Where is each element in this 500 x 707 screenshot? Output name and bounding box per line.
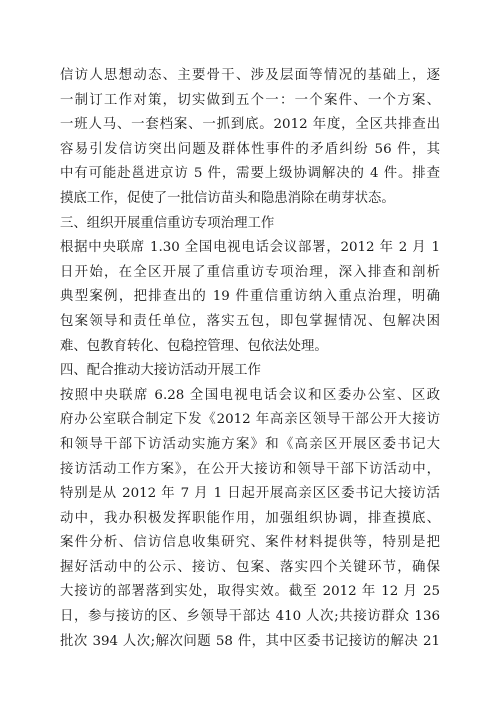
section-heading: 四、配合推动大接访活动开展工作	[60, 363, 261, 379]
text-line: 府办公室联合制定下发《2012 年高亲区领导干部公开大接访	[60, 412, 440, 428]
text-line: 接访活动工作方案》，在公开大接访和领导干部下访活动中，	[60, 461, 440, 477]
text-line: 动中，我办积极发挥职能作用，加强组织协调，排查摸底、	[60, 510, 440, 526]
text-line: 难、包教育转化、包稳控管理、包依法处理。	[60, 338, 328, 354]
document-body	[60, 64, 440, 654]
text-line: 日开始，在全区开展了重信重访专项治理，深入排查和剖析	[60, 264, 440, 280]
text-line: 信访人思想动态、主要骨干、涉及层面等情况的基础上，逐	[60, 68, 440, 83]
text-line: 特别是从 2012 年 7 月 1 日起开展高亲区区委书记大接访活	[60, 486, 440, 502]
text-line: 根据中央联席 1.30 全国电视电话会议部署，2012 年 2 月 1	[60, 240, 440, 256]
text-line: 一制订工作对策，切实做到五个一：一个案件、一个方案、	[60, 92, 440, 108]
text-line: 包案领导和责任单位，落实五包，即包掌握情况、包解决困	[60, 313, 440, 329]
text-line: 握好活动中的公示、接访、包案、落实四个关键环节，确保	[60, 559, 440, 575]
text-line: 一班人马、一套档案、一抓到底。2012 年度，全区共排查出	[60, 117, 440, 133]
text-line: 典型案例，把排查出的 19 件重信重访纳入重点治理，明确	[60, 289, 440, 305]
text-line: 摸底工作，促使了一批信访苗头和隐患消除在萌芽状态。	[60, 190, 395, 206]
text-line: 大接访的部署落到实处，取得实效。截至 2012 年 12 月 25	[60, 584, 440, 600]
text-line: 和领导干部下访活动实施方案》和《高亲区开展区委书记大	[60, 436, 440, 452]
section-heading: 三、组织开展重信重访专项治理工作	[60, 215, 275, 231]
text-line: 中有可能赴邕进京访 5 件，需要上级协调解决的 4 件。排查	[60, 166, 440, 182]
text-line: 批次 394 人次;解次问题 58 件，其中区委书记接访的解决 21	[60, 633, 440, 649]
text-line: 日，参与接访的区、乡领导干部达 410 人次;共接访群众 136	[60, 609, 440, 625]
text-line: 案件分析、信访信息收集研究、案件材料提供等，特别是把	[60, 535, 440, 551]
text-line: 按照中央联席 6.28 全国电视电话会议和区委办公室、区政	[60, 387, 440, 403]
text-line: 容易引发信访突出问题及群体性事件的矛盾纠纷 56 件，其	[60, 141, 440, 157]
